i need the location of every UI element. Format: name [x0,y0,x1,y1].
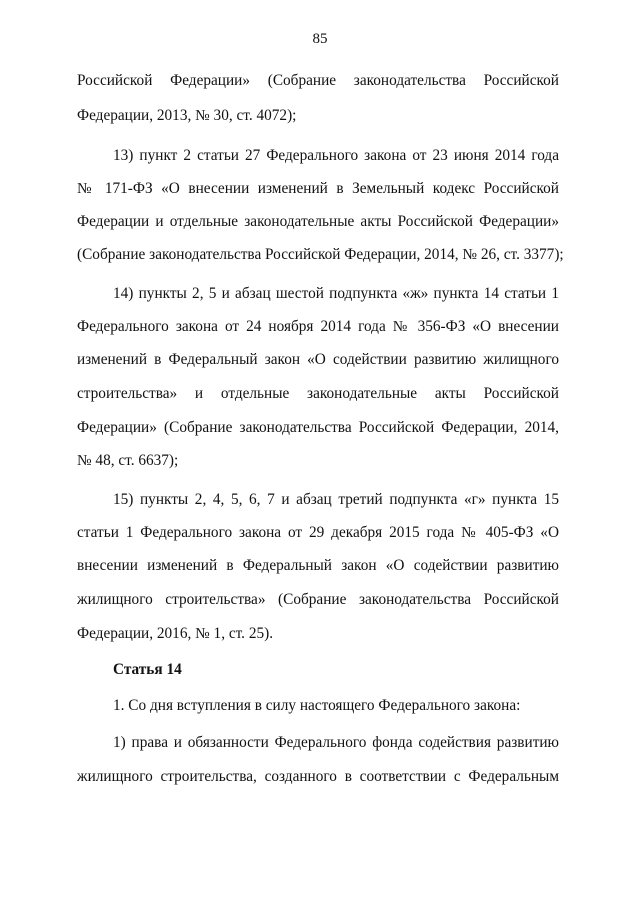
text-line: жилищного строительства, созданного в соответствии с Федеральным [77,768,559,785]
text-line: Федерального закона от 24 ноября 2014 года № 356-ФЗ «О внесении [77,318,559,335]
text-line: внесении изменений в Федеральный закон «О содействии развитию [77,557,559,574]
text-line: Федерации, 2013, № 30, ст. 4072); [77,107,297,124]
text-line: Федерации, 2016, № 1, ст. 25). [77,625,274,642]
text-line: (Собрание законодательства Российской Федерации, 2014, № 26, ст. 3377); [77,246,564,263]
text-line: жилищного строительства» (Собрание законодательства Российской [77,591,559,608]
clause-1-line: 1. Со дня вступления в силу настоящего Федерального закона: [113,697,521,714]
text-line: № 48, ст. 6637); [77,452,179,469]
paragraph-15-line: 15) пункты 2, 4, 5, 6, 7 и абзац третий подпункта «г» пункта 15 [113,491,559,508]
text-line: строительства» и отдельные законодательные акты Российской [77,385,559,402]
text-line: статьи 1 Федерального закона от 29 декабря 2015 года № 405-ФЗ «О [77,524,559,541]
article-heading: Статья 14 [113,661,182,678]
text-line: Российской Федерации» (Собрание законодательства Российской [77,72,559,89]
text-line: изменений в Федеральный закон «О содействии развитию жилищного [77,351,559,368]
paragraph-14-line: 14) пункты 2, 5 и абзац шестой подпункта «ж» пункта 14 статьи 1 [113,285,559,302]
text-line: № 171-ФЗ «О внесении изменений в Земельный кодекс Российской [77,180,559,197]
paragraph-13-line: 13) пункт 2 статьи 27 Федерального закона от 23 июня 2014 года [113,147,559,164]
page-number: 85 [312,31,328,47]
subclause-1-line: 1) права и обязанности Федерального фонда содействия развитию [113,734,559,751]
text-line: Федерации» (Собрание законодательства Российской Федерации, 2014, [77,419,559,436]
text-line: Федерации и отдельные законодательные акты Российской Федерации» [77,213,559,230]
